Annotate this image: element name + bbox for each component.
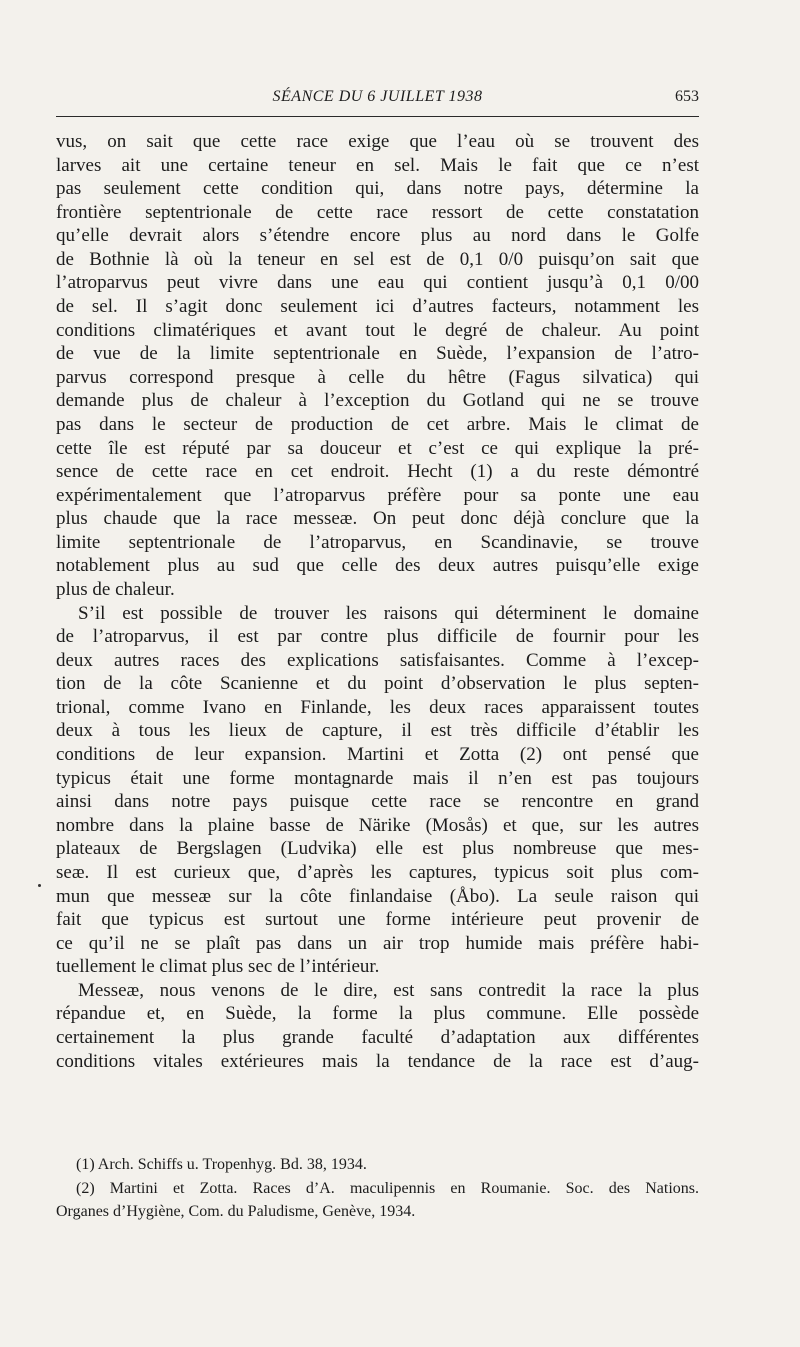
running-header	[56, 88, 699, 112]
text-line: expérimentalement que l’atroparvus préfère pour sa ponte une eau	[56, 484, 699, 506]
text-line: sence de cette race en cet endroit. Hecht (1) a du reste démontré	[56, 461, 699, 483]
text-line: mun que messeæ sur la côte finlandaise (Åbo). La seule raison qui	[56, 885, 699, 907]
running-title: SÉANCE DU 6 JUILLET 1938	[272, 88, 483, 105]
text-line: vus, on sait que cette race exige que l’eau où se trouvent des	[56, 131, 699, 152]
text-line: pas seulement cette condition qui, dans notre pays, détermine la	[56, 178, 699, 200]
text-line: frontière septentrionale de cette race ressort de cette constatation	[56, 201, 699, 223]
text-line: deux autres races des explications satisfaisantes. Comme à l’excep-	[56, 649, 699, 671]
text-line: plateaux de Bergslagen (Ludvika) elle est plus nombreuse que mes-	[56, 838, 699, 860]
text-line: typicus était une forme montagnarde mais il n’en est pas toujours	[56, 767, 699, 789]
text-line: ce qu’il ne se plaît pas dans un air trop humide mais préfère habi-	[56, 932, 699, 954]
text-line: fait que typicus est surtout une forme intérieure peut provenir de	[56, 909, 699, 931]
text-line: notablement plus au sud que celle des deux autres puisqu’elle exige	[56, 555, 699, 577]
text-line: deux à tous les lieux de capture, il est très difficile d’établir les	[56, 720, 699, 742]
page-number: 653	[675, 88, 699, 105]
footnotes	[56, 1153, 699, 1224]
paragraph-start-line: S’il est possible de trouver les raisons qui déterminent le domaine	[78, 602, 699, 624]
text-line: conditions de leur expansion. Martini et Zotta (2) ont pensé que	[56, 744, 699, 766]
text-line: l’atroparvus peut vivre dans une eau qui contient jusqu’à 0,1 0/00	[56, 272, 699, 294]
paragraph-end-line: tuellement le climat plus sec de l’intérieur.	[56, 956, 380, 978]
text-line: plus chaude que la race messeæ. On peut donc déjà conclure que la	[56, 508, 699, 530]
footnote-1: (1) Arch. Schiffs u. Tropenhyg. Bd. 38, 1934.	[76, 1156, 367, 1173]
text-line: de sel. Il s’agit donc seulement ici d’autres facteurs, notamment les	[56, 296, 699, 318]
text-line: demande plus de chaleur à l’exception du Gotland qui ne se trouve	[56, 390, 699, 412]
paragraph-end-line: plus de chaleur.	[56, 578, 175, 600]
paragraph-start-line: Messeæ, nous venons de le dire, est sans contredit la race la plus	[78, 979, 699, 1001]
text-line: trional, comme Ivano en Finlande, les deux races apparaissent toutes	[56, 696, 699, 718]
text-line: conditions vitales extérieures mais la tendance de la race est d’aug-	[56, 1050, 699, 1072]
text-line: certainement la plus grande faculté d’adaptation aux différentes	[56, 1026, 699, 1048]
text-line: qu’elle devrait alors s’étendre encore plus au nord dans le Golfe	[56, 225, 699, 247]
margin-mark	[38, 884, 41, 887]
text-line: tion de la côte Scanienne et du point d’observation le plus septen-	[56, 673, 699, 695]
text-line: de l’atroparvus, il est par contre plus difficile de fournir pour les	[56, 626, 699, 648]
text-line: pas dans le secteur de production de cet arbre. Mais le climat de	[56, 413, 699, 435]
text-line: conditions climatériques et avant tout le degré de chaleur. Au point	[56, 319, 699, 341]
text-line: de Bothnie là où la teneur en sel est de 0,1 0/0 puisqu’on sait que	[56, 248, 699, 270]
text-line: parvus correspond presque à celle du hêtre (Fagus silvatica) qui	[56, 366, 699, 388]
body-text	[56, 130, 699, 1073]
header-rule	[56, 116, 699, 117]
text-line: cette île est réputé par sa douceur et c’est ce qui explique la pré-	[56, 437, 699, 459]
footnote-2-continuation: Organes d’Hygiène, Com. du Paludisme, Genève, 1934.	[56, 1203, 416, 1220]
text-line: limite septentrionale de l’atroparvus, en Scandinavie, se trouve	[56, 531, 699, 553]
text-line: larves ait une certaine teneur en sel. Mais le fait que ce n’est	[56, 154, 699, 176]
text-line: répandue et, en Suède, la forme la plus commune. Elle possède	[56, 1003, 699, 1025]
text-line: nombre dans la plaine basse de Närike (Mosås) et que, sur les autres	[56, 814, 699, 836]
text-line: ainsi dans notre pays puisque cette race se rencontre en grand	[56, 791, 699, 813]
text-line: de vue de la limite septentrionale en Suède, l’expansion de l’atro-	[56, 343, 699, 365]
text-line: seæ. Il est curieux que, d’après les captures, typicus soit plus com-	[56, 861, 699, 883]
footnote-2: (2) Martini et Zotta. Races d’A. maculipennis en Roumanie. Soc. des Nations.	[76, 1179, 699, 1197]
